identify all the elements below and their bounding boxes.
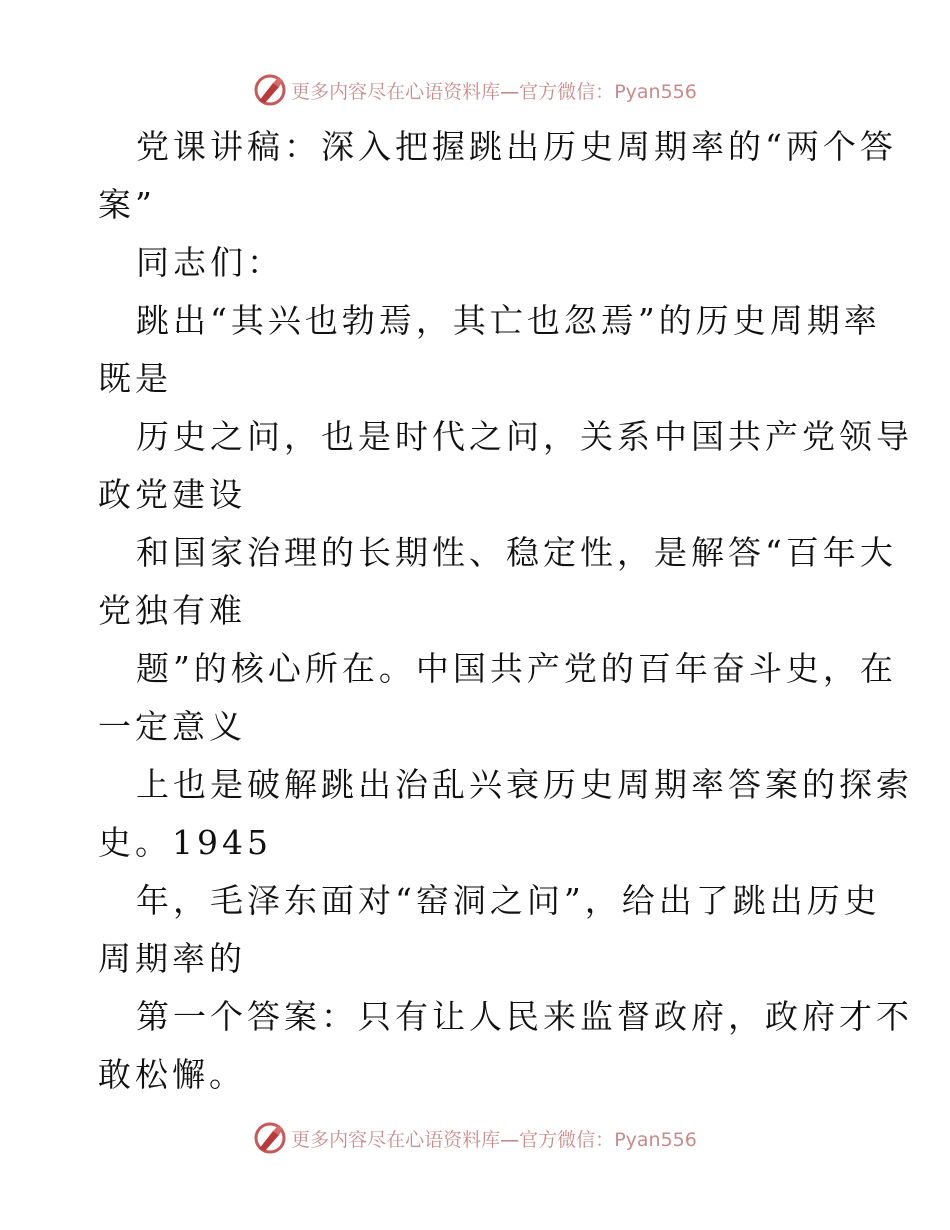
document-line: 上也是破解跳出治乱兴衰历史周期率答案的探索	[136, 765, 913, 804]
document-line: 党课讲稿：深入把握跳出历史周期率的“两个答	[136, 127, 897, 166]
watermark-footer	[0, 1118, 950, 1158]
document-line: 同志们：	[136, 243, 284, 282]
watermark-wechat-id: Pyan556	[614, 80, 697, 103]
watermark-sub-text: 官方微信：	[519, 80, 615, 103]
document-line: 年，毛泽东面对“窑洞之问”，给出了跳出历史	[136, 881, 881, 920]
document-body	[98, 118, 913, 1104]
document-line: 题”的核心所在。中国共产党的百年奋斗史，在	[136, 649, 897, 688]
document-line: 政党建设	[98, 475, 246, 514]
pen-logo-icon	[253, 1121, 287, 1155]
document-line: 历史之问，也是时代之问，关系中国共产党领导	[136, 417, 913, 456]
document-line: 敢松懈。	[98, 1055, 246, 1094]
watermark-sub-text: 官方微信：	[519, 1128, 615, 1151]
watermark-separator: —	[500, 1128, 520, 1151]
watermark-wechat-id: Pyan556	[614, 1128, 697, 1151]
watermark-separator: —	[500, 80, 520, 103]
document-line: 跳出“其兴也勃焉，其亡也忽焉”的历史周期率	[136, 301, 881, 340]
watermark-main-text: 更多内容尽在心语资料库	[291, 1128, 501, 1151]
pen-logo-icon	[253, 73, 287, 107]
document-line: 和国家治理的长期性、稳定性，是解答“百年大	[136, 533, 897, 572]
document-line: 党独有难	[98, 591, 246, 630]
document-line: 既是	[98, 359, 172, 398]
watermark-header	[0, 70, 950, 110]
document-line: 案”	[98, 185, 156, 224]
document-line: 史。1945	[98, 823, 272, 862]
document-line: 一定意义	[98, 707, 246, 746]
document-line: 第一个答案：只有让人民来监督政府，政府才不	[136, 997, 913, 1036]
document-line: 周期率的	[98, 939, 246, 978]
watermark-main-text: 更多内容尽在心语资料库	[291, 80, 501, 103]
